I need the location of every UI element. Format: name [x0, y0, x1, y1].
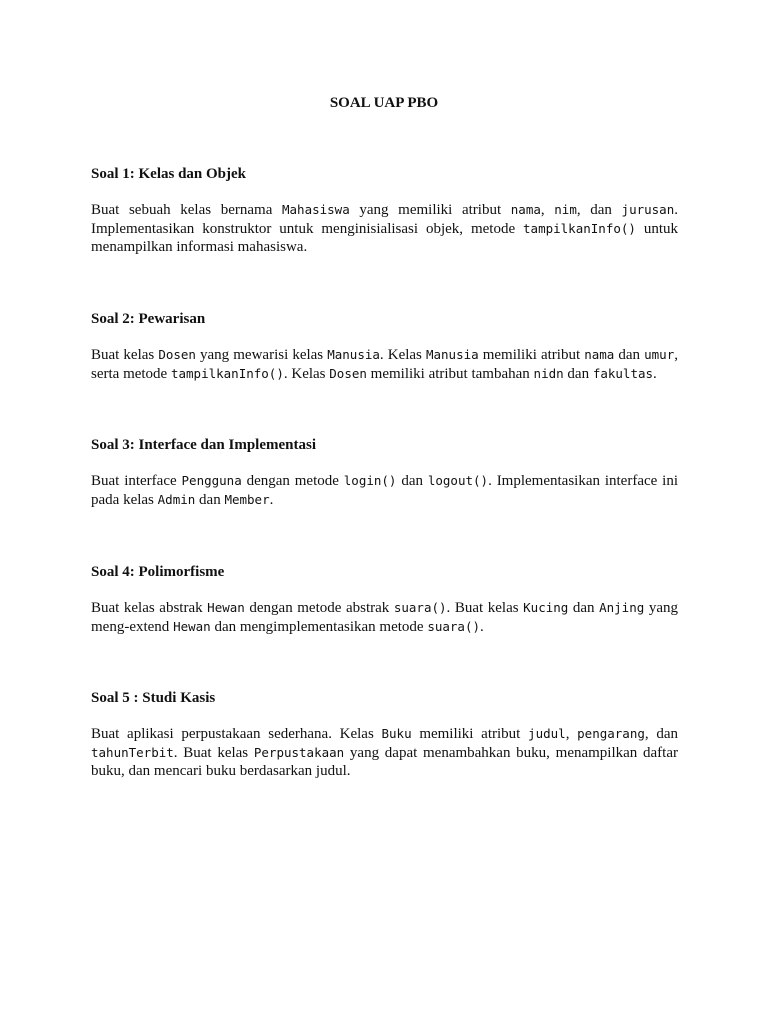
question-4	[91, 563, 678, 636]
inline-code: logout()	[427, 473, 489, 488]
inline-code: Hewan	[173, 618, 211, 634]
inline-code: suara()	[393, 600, 447, 615]
document-title: SOAL UAP PBO	[329, 95, 439, 111]
inline-code: nama	[584, 347, 615, 362]
inline-code: fakultas	[592, 365, 654, 381]
body-text: yang memiliki atribut	[349, 202, 511, 218]
body-text: , serta metode	[91, 347, 678, 382]
inline-code: Admin	[157, 491, 196, 507]
inline-code: nama	[510, 202, 541, 217]
inline-code: jurusan	[621, 202, 675, 217]
body-text: .	[269, 491, 274, 508]
body-text: . Kelas	[379, 347, 426, 363]
question-2	[91, 310, 678, 383]
inline-code: judul	[528, 726, 566, 741]
body-text: memiliki atribut tambahan	[366, 365, 534, 382]
inline-code: Perpustakaan	[253, 744, 345, 760]
body-text: memiliki atribut	[411, 726, 529, 742]
body-text: dan	[195, 491, 225, 508]
body-text: Buat aplikasi perpustakaan sederhana. Kelas	[91, 726, 382, 742]
question-2-body	[91, 346, 678, 383]
body-text: dan	[396, 473, 428, 489]
inline-code: nidn	[533, 365, 564, 381]
body-text: . Implementasikan interface ini pada kelas	[91, 473, 678, 508]
body-text: , dan	[576, 202, 622, 218]
question-1-heading: Soal 1: Kelas dan Objek	[91, 166, 247, 182]
inline-code: Dosen	[329, 365, 367, 381]
body-text: yang dapat menambahkan buku, menampilkan daftar buku, dan mencari buku berdasarkan judul.	[91, 744, 678, 779]
body-text: . Implementasikan konstruktor untuk menginisialisasi objek, metode	[91, 202, 678, 237]
body-text: dan	[563, 365, 593, 382]
inline-code: tahunTerbit	[91, 744, 174, 760]
inline-code: Hewan	[207, 600, 245, 615]
inline-code: umur	[644, 347, 675, 362]
question-4-body	[91, 599, 678, 636]
body-text: ,	[540, 202, 555, 218]
body-text: untuk menampilkan informasi mahasiswa.	[91, 220, 679, 255]
inline-code: Member	[224, 491, 270, 507]
body-text: Buat kelas abstrak	[91, 600, 208, 616]
inline-code: Mahasiswa	[282, 202, 350, 217]
inline-code: Dosen	[158, 347, 196, 362]
inline-code: Anjing	[599, 600, 645, 615]
inline-code: Pengguna	[181, 473, 242, 488]
inline-code: login()	[343, 473, 397, 488]
body-text: , dan	[644, 726, 678, 742]
inline-code: suara()	[427, 618, 480, 634]
inline-code: Manusia	[425, 347, 479, 362]
question-3-body	[91, 472, 678, 509]
body-text: . Buat kelas	[446, 600, 524, 616]
question-3-heading: Soal 3: Interface dan Implementasi	[91, 437, 316, 453]
body-text: dan	[614, 347, 645, 363]
body-text: Buat interface	[91, 473, 182, 489]
body-text: dengan metode abstrak	[244, 600, 394, 616]
body-text: . Kelas	[283, 365, 330, 382]
inline-code: Kucing	[523, 600, 569, 615]
inline-code: nim	[554, 202, 577, 217]
inline-code: Manusia	[327, 347, 380, 362]
question-3	[91, 436, 678, 509]
body-text: dan mengimplementasikan metode	[210, 618, 428, 635]
question-5-heading: Soal 5 : Studi Kasis	[91, 690, 216, 706]
body-text: .	[480, 618, 484, 635]
body-text: memiliki atribut	[478, 347, 585, 363]
body-text: .	[653, 365, 657, 382]
body-text: ,	[565, 726, 578, 742]
body-text: yang meng-extend	[91, 600, 678, 635]
body-text: yang mewarisi kelas	[195, 347, 328, 363]
inline-code: tampilkanInfo()	[170, 365, 284, 381]
inline-code: tampilkanInfo()	[523, 220, 636, 236]
question-2-heading: Soal 2: Pewarisan	[91, 311, 206, 327]
question-5-body	[91, 725, 678, 781]
question-1	[91, 165, 678, 257]
inline-code: pengarang	[577, 726, 645, 741]
body-text: . Buat kelas	[173, 744, 254, 761]
body-text: Buat sebuah kelas bernama	[91, 202, 282, 218]
body-text: dengan metode	[241, 473, 344, 489]
question-4-heading: Soal 4: Polimorfisme	[91, 564, 225, 580]
body-text: Buat kelas	[91, 347, 159, 363]
question-5	[91, 689, 678, 781]
question-1-body	[91, 201, 678, 257]
body-text: dan	[568, 600, 600, 616]
inline-code: Buku	[381, 726, 412, 741]
